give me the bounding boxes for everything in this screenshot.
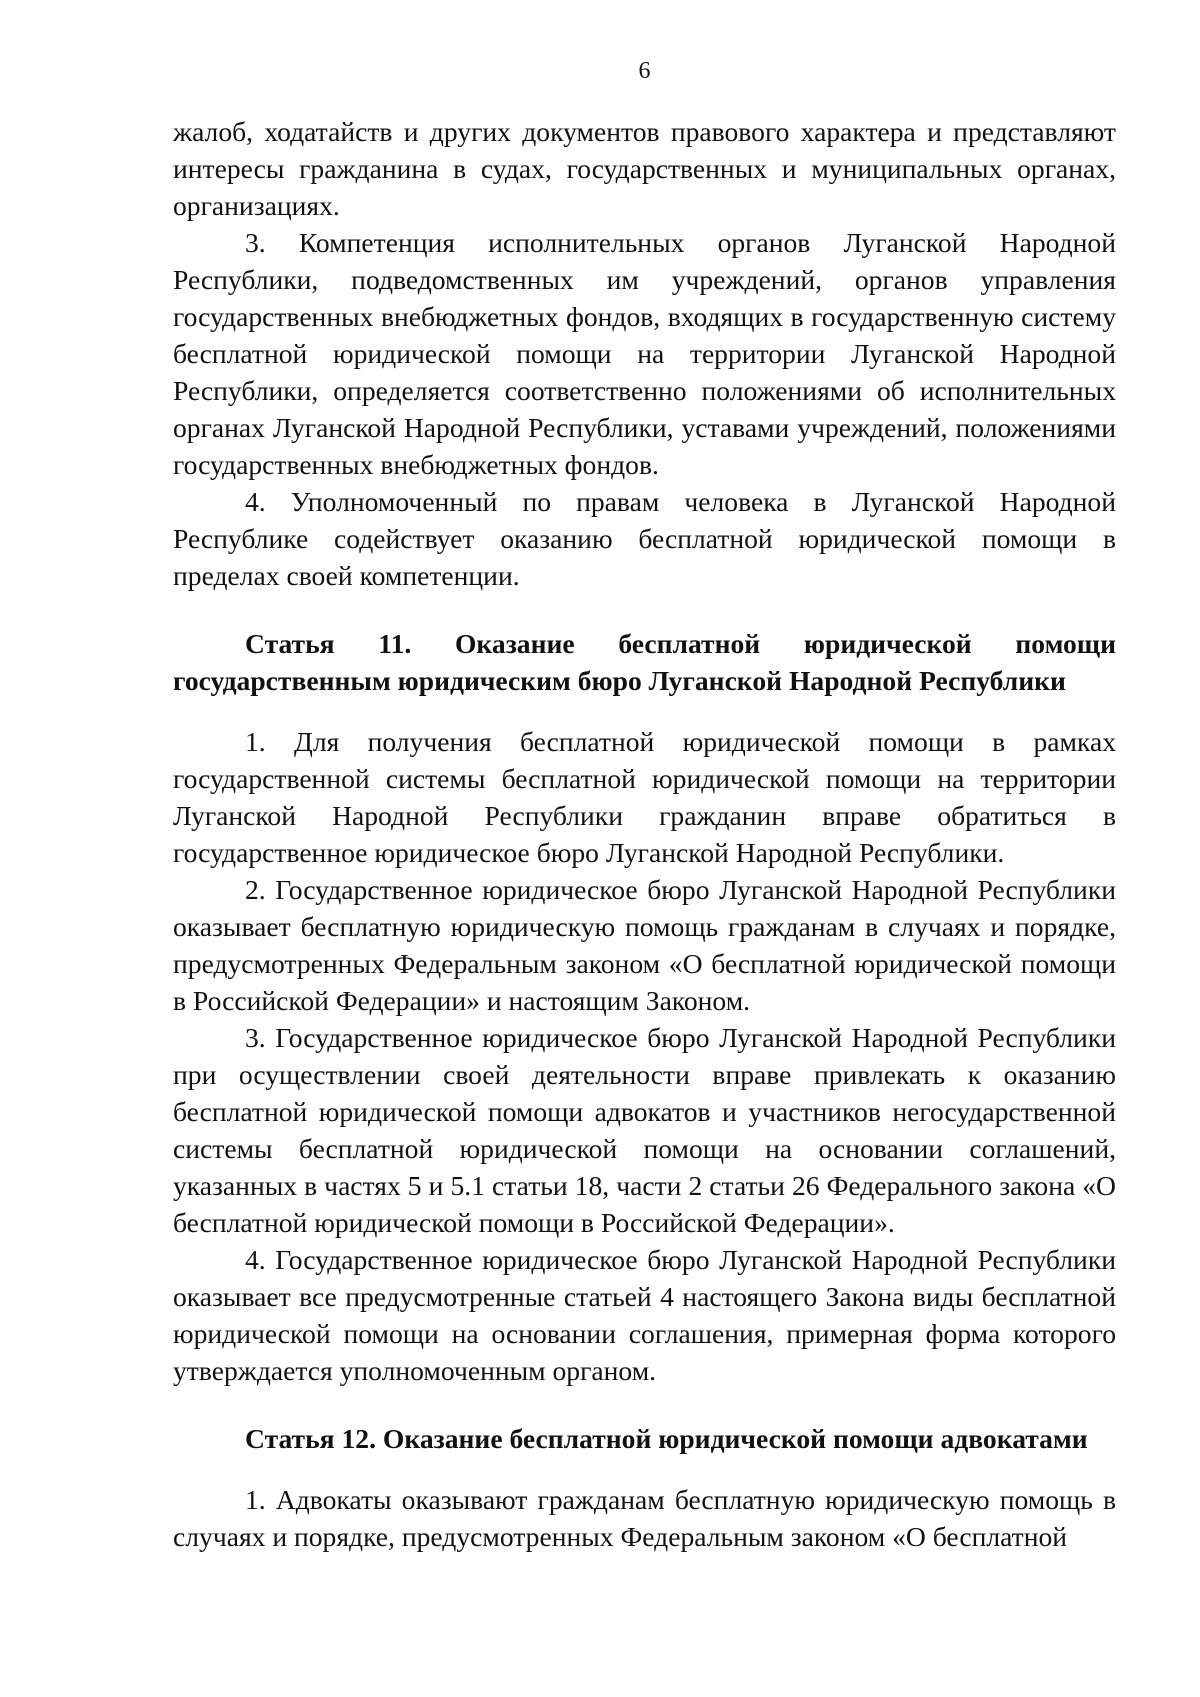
- article-12-paragraph-1: 1. Адвокаты оказывают гражданам бесплатную юридическую помощь в случаях и порядке, предусмотренных Федеральным законом «О бесплатной: [173, 1484, 1116, 1552]
- page-number: 6: [638, 58, 651, 84]
- paragraph-item-4: 4. Уполномоченный по правам человека в Луганской Народной Республике содействует оказанию бесплатной юридической помощи в пределах своей компетенции.: [173, 486, 1116, 591]
- article-11-paragraph-1: 1. Для получения бесплатной юридической помощи в рамках государственной системы бесплатной юридической помощи на территории Луганской Народной Республики гражданин вправе обратиться в государственное юридическое бюро Луганской Народной Республики.: [173, 726, 1116, 868]
- paragraph-continuation: жалоб, ходатайств и других документов правового характера и представляют интересы гражданина в судах, государственных и муниципальных органах, организациях.: [173, 116, 1116, 221]
- article-12-heading: Статья 12. Оказание бесплатной юридической помощи адвокатами: [245, 1423, 1088, 1454]
- paragraph-item-3: 3. Компетенция исполнительных органов Луганской Народной Республики, подведомственных им учреждений, органов управления государственных внебюджетных фондов, входящих в государственную систему бесплатной юридической помощи на территории Луганской Народной Республики, определяется соответственно положениями об исполнительных органах Луганской Народной Республики, уставами учреждений, положениями государственных внебюджетных фондов.: [173, 227, 1116, 480]
- article-11-paragraph-4: 4. Государственное юридическое бюро Луганской Народной Республики оказывает все предусмотренные статьей 4 настоящего Закона виды бесплатной юридической помощи на основании соглашения, примерная форма которого утверждается уполномоченным органом.: [173, 1244, 1116, 1386]
- article-11-paragraph-2: 2. Государственное юридическое бюро Луганской Народной Республики оказывает бесплатную юридическую помощь гражданам в случаях и порядке, предусмотренных Федеральным законом «О бесплатной юридической помощи в Российской Федерации» и настоящим Законом.: [173, 874, 1116, 1016]
- document-body: [173, 113, 1116, 1555]
- article-11-heading: Статья 11. Оказание бесплатной юридической помощи государственным юридическим бюро Луганской Народной Республики: [173, 628, 1116, 696]
- article-11-paragraph-3: 3. Государственное юридическое бюро Луганской Народной Республики при осуществлении своей деятельности вправе привлекать к оказанию бесплатной юридической помощи адвокатов и участников негосударственной системы бесплатной юридической помощи на основании соглашений, указанных в частях 5 и 5.1 статьи 18, части 2 статьи 26 Федерального закона «О бесплатной юридической помощи в Российской Федерации».: [173, 1022, 1116, 1238]
